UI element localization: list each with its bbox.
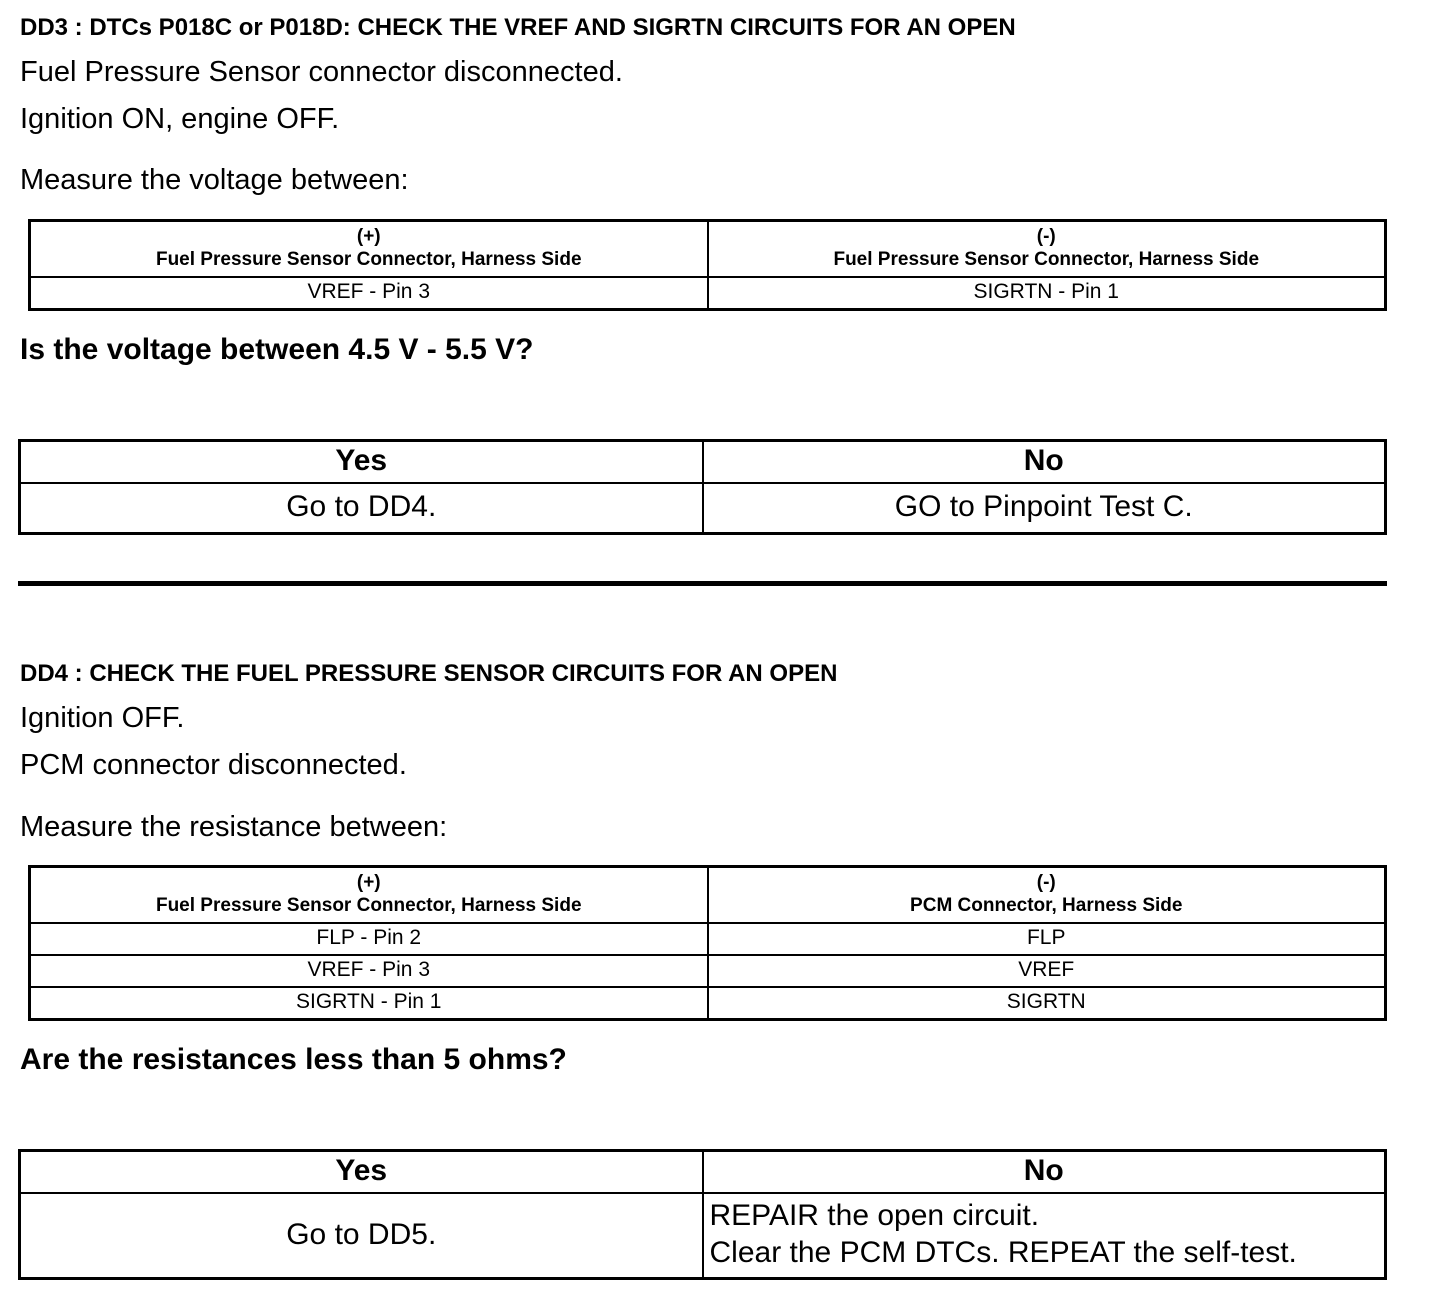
dd3-heading: DD3 : DTCs P018C or P018D: CHECK THE VREF AND SIGRTN CIRCUITS FOR AN OPEN (20, 14, 1016, 41)
table-row (30, 987, 1386, 1020)
dd3-question: Is the voltage between 4.5 V - 5.5 V? (20, 333, 534, 367)
dd4-result-table (18, 1149, 1387, 1280)
dd3-result-table (18, 439, 1387, 535)
minus-pin-cell: SIGRTN - Pin 1 (708, 277, 1386, 310)
plus-pin-cell: VREF - Pin 3 (30, 955, 708, 987)
yes-action-cell: Go to DD5. (20, 1193, 703, 1279)
no-action-cell: GO to Pinpoint Test C. (703, 483, 1386, 534)
table-row (30, 923, 1386, 955)
result-action-row (20, 1193, 1386, 1279)
plus-column-header (30, 866, 708, 923)
dd4-step-2: PCM connector disconnected. (20, 749, 407, 782)
dd4-step-3: Measure the resistance between: (20, 810, 448, 843)
plus-desc: Fuel Pressure Sensor Connector, Harness Side (155, 249, 582, 271)
dd4-heading: DD4 : CHECK THE FUEL PRESSURE SENSOR CIRCUITS FOR AN OPEN (20, 660, 838, 688)
minus-column-header (708, 866, 1386, 923)
plus-sign: (+) (356, 871, 381, 893)
plus-pin-cell: VREF - Pin 3 (30, 277, 708, 310)
minus-desc: PCM Connector, Harness Side (910, 895, 1183, 917)
no-action-cell (703, 1193, 1386, 1279)
no-action-line-1: REPAIR the open circuit. (709, 1199, 1040, 1233)
no-header: No (703, 441, 1386, 484)
yes-action-cell: Go to DD4. (20, 483, 703, 534)
yes-header: Yes (20, 1151, 703, 1194)
table-header-row (30, 220, 1386, 277)
table-row (30, 955, 1386, 987)
minus-pin-cell: SIGRTN (708, 987, 1386, 1020)
section-dd3 (20, 12, 1387, 535)
minus-pin-cell: VREF (708, 955, 1386, 987)
minus-desc: Fuel Pressure Sensor Connector, Harness Side (833, 249, 1260, 271)
dd4-step-1: Ignition OFF. (20, 702, 185, 735)
dd4-question: Are the resistances less than 5 ohms? (20, 1043, 567, 1077)
table-row (30, 277, 1386, 310)
dd3-step-1: Fuel Pressure Sensor connector disconnected. (20, 56, 623, 89)
minus-pin-cell: FLP (708, 923, 1386, 955)
minus-sign: (-) (1036, 225, 1056, 247)
yes-header: Yes (20, 441, 703, 484)
section-gap (20, 586, 1387, 654)
plus-desc: Fuel Pressure Sensor Connector, Harness Side (155, 895, 582, 917)
no-action-line-2: Clear the PCM DTCs. REPEAT the self-test. (709, 1235, 1297, 1269)
plus-pin-cell: FLP - Pin 2 (30, 923, 708, 955)
minus-column-header (708, 220, 1386, 277)
table-header-row (30, 866, 1386, 923)
plus-column-header (30, 220, 708, 277)
result-header-row (20, 441, 1386, 484)
dd3-step-2: Ignition ON, engine OFF. (20, 103, 340, 136)
dd3-step-3: Measure the voltage between: (20, 164, 409, 197)
plus-sign: (+) (356, 225, 381, 247)
minus-sign: (-) (1036, 871, 1056, 893)
result-action-row (20, 483, 1386, 534)
result-header-row (20, 1151, 1386, 1194)
dd4-measurement-table (28, 865, 1387, 1022)
dd3-measurement-table (28, 219, 1387, 312)
plus-pin-cell: SIGRTN - Pin 1 (30, 987, 708, 1020)
no-header: No (703, 1151, 1386, 1194)
section-dd4 (20, 658, 1387, 1280)
